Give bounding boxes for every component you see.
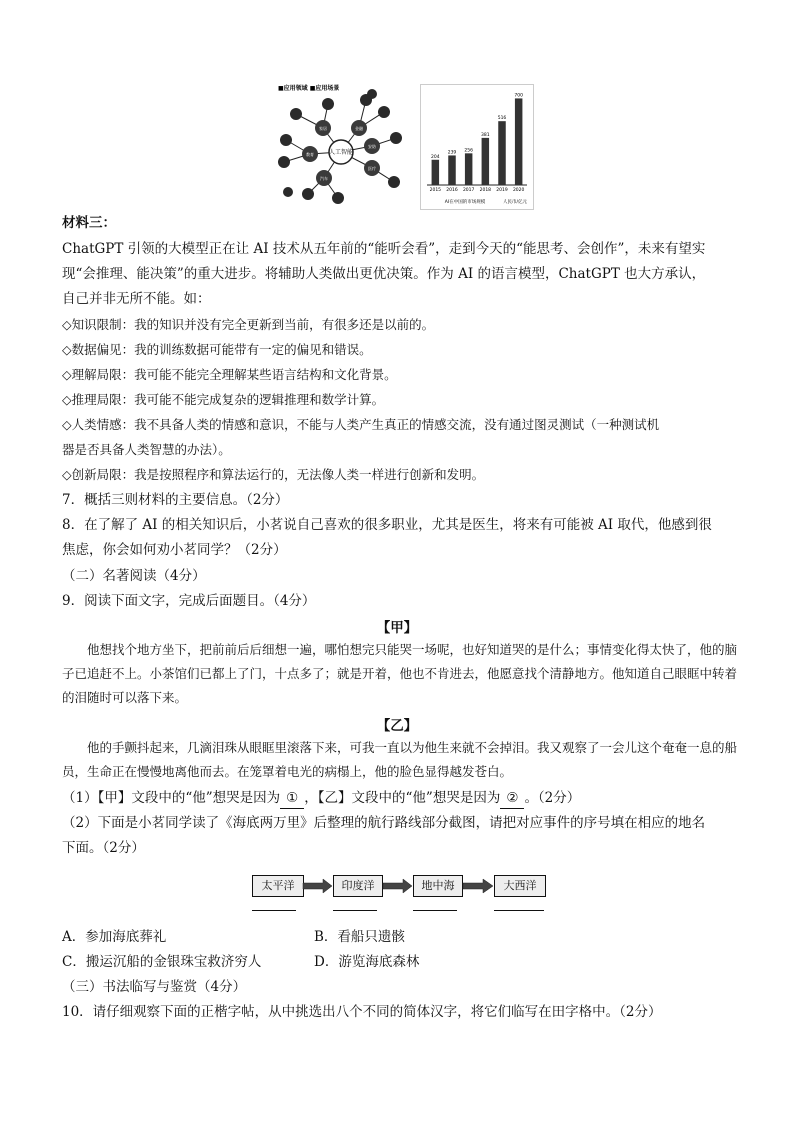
- arrow-icon: [303, 879, 332, 893]
- section-heading: （三）书法临写与鉴赏（4分）: [62, 979, 247, 995]
- q9-1-part-b: ，【乙】文段中的“他”想哭是因为: [304, 790, 501, 806]
- question-9-1: [62, 788, 580, 809]
- mindmap-node: 安防: [368, 144, 376, 149]
- mindmap-node: 教育: [306, 152, 314, 157]
- unit-label: 人民币/亿元: [502, 200, 528, 205]
- answer-line-mediterranean[interactable]: [413, 910, 457, 911]
- q9-1-part-c: 。（2分）: [524, 790, 581, 806]
- bar-value-label: 516: [497, 116, 507, 122]
- bar-chart-svg: [421, 85, 533, 209]
- option-a: A．参加海底葬礼: [62, 929, 167, 945]
- material3-line: 自己并非无所不能。如：: [62, 291, 211, 307]
- mindmap-node: 家居: [319, 126, 327, 131]
- limit-item: 器是否具备人类智慧的办法）。: [62, 442, 231, 457]
- answer-line-pacific[interactable]: [252, 910, 296, 911]
- mindmap-figure: [268, 82, 408, 210]
- option-d: D．游览海底森林: [314, 954, 420, 970]
- question-10: 10．请仔细观察下面的正楷字帖，从中挑选出八个不同的简体汉字，将它们临写在田字格中。（2分）: [62, 1004, 662, 1020]
- option-b: B．看船只遗骸: [314, 929, 405, 945]
- route-stop-atlantic: 大西洋: [494, 875, 546, 897]
- answer-line-atlantic[interactable]: [494, 910, 544, 911]
- x-tick-label: 2017: [462, 188, 475, 193]
- mindmap-svg: [268, 82, 408, 210]
- question-7: 7．概括三则材料的主要信息。（2分）: [62, 492, 289, 508]
- x-tick-label: 2019: [496, 188, 508, 193]
- x-tick-label: 2015: [429, 188, 442, 193]
- x-tick-label: 2018: [479, 188, 492, 193]
- route-arrows: [300, 876, 500, 896]
- material3-heading: 材料三：: [62, 215, 116, 231]
- material3-line: ChatGPT 引领的大模型正在让 AI 技术从五年前的“能听会看”，走到今天的“能思考、会创作”，未来有望实: [62, 241, 706, 257]
- limit-item: ◇创新局限：我是按照程序和算法运行的，无法像人类一样进行创新和发明。: [62, 467, 485, 482]
- bar: [482, 138, 489, 185]
- bar-value-label: 204: [431, 154, 440, 160]
- answer-blank-1[interactable]: ①: [280, 788, 304, 809]
- section-heading: （二）名著阅读（4分）: [62, 568, 206, 584]
- arrow-icon: [463, 879, 493, 893]
- x-tick-label: 2016: [446, 188, 458, 193]
- limit-item: ◇理解局限：我可能不能完全理解某些语言结构和文化背景。: [62, 367, 397, 382]
- bar: [465, 153, 473, 185]
- bar-value-label: 700: [514, 93, 523, 99]
- limit-item: ◇人类情感：我不具备人类的情感和意识，不能与人类产生真正的情感交流，没有通过图灵测试（一种测试机: [62, 417, 660, 432]
- bar: [448, 155, 456, 185]
- mindmap-legend: ■应用领域 ■应用场景: [278, 85, 340, 92]
- route-stop-mediterranean: 地中海: [413, 875, 463, 897]
- mindmap-node: 金融: [355, 126, 363, 131]
- route-stop-pacific: 太平洋: [252, 875, 304, 897]
- x-axis-label: AI在中国的市场规模: [444, 200, 486, 205]
- passage-jia-title: 【甲】: [376, 620, 418, 636]
- passage-yi-text: 他的手颤抖起来，几滴泪珠从眼眶里滚落下来，可我一直以为他生来就不会掉泪。我又观察了一会儿这个奄奄一息的船员，生命正在慢慢地离他而去。在笼罩着电光的病榻上，他的脸色显得越发苍白。: [62, 740, 738, 779]
- question-8-cont: 焦虑，你会如何劝小茗同学？（2分）: [62, 542, 287, 558]
- q9-1-part-a: （1）【甲】文段中的“他”想哭是因为: [62, 790, 281, 806]
- route-stop-indian: 印度洋: [333, 875, 383, 897]
- option-c: C．搬运沉船的金银珠宝救济穷人: [62, 954, 262, 970]
- bar: [432, 160, 440, 185]
- material3-line: 现“会推理、能决策”的重大进步。将辅助人类做出更优决策。作为 AI 的语言模型，ChatGPT 也大方承认，: [62, 266, 706, 282]
- answer-line-indian[interactable]: [333, 910, 377, 911]
- passage-jia-text: 他想找个地方坐下，把前前后后细想一遍，哪怕想完只能哭一场呢，也好知道哭的是什么；事情变化得太快了，他的脑子已追赶不上。小茶馆们已都上了门，十点多了；就是开着，他也不肯进去，他愿意找个清静地方。他知道自己眼眶中转着的泪随时可以落下来。: [62, 642, 738, 705]
- mindmap-node: 汽车: [320, 176, 328, 181]
- passage-yi-title: 【乙】: [376, 718, 418, 734]
- bar-value-label: 256: [464, 148, 473, 154]
- mindmap-node: 医疗: [368, 166, 376, 171]
- answer-blank-2[interactable]: ②: [500, 788, 524, 809]
- bar-value-label: 239: [447, 150, 457, 156]
- bar-value-label: 381: [481, 132, 490, 138]
- question-8: 8．在了解了 AI 的相关知识后，小茗说自己喜欢的很多职业，尤其是医生，将来有可能被 AI 取代，他感到很: [62, 517, 712, 533]
- bar: [498, 121, 506, 185]
- bar-chart: [420, 84, 534, 210]
- arrow-icon: [383, 879, 412, 893]
- limit-item: ◇数据偏见：我的训练数据可能带有一定的偏见和错误。: [62, 342, 372, 357]
- bar: [515, 98, 523, 185]
- x-tick-label: 2020: [512, 188, 525, 193]
- limit-item: ◇知识限制：我的知识并没有完全更新到当前，有很多还是以前的。: [62, 317, 435, 332]
- question-9: 9．阅读下面文字，完成后面题目。（4分）: [62, 593, 316, 609]
- question-9-2-cont: 下面。（2分）: [62, 840, 145, 856]
- limit-item: ◇推理局限：我可能不能完成复杂的逻辑推理和数学计算。: [62, 392, 385, 407]
- mindmap-center: 人工智能: [328, 149, 354, 156]
- question-9-2: （2）下面是小茗同学读了《海底两万里》后整理的航行路线部分截图，请把对应事件的序号填在相应的地名: [62, 815, 706, 831]
